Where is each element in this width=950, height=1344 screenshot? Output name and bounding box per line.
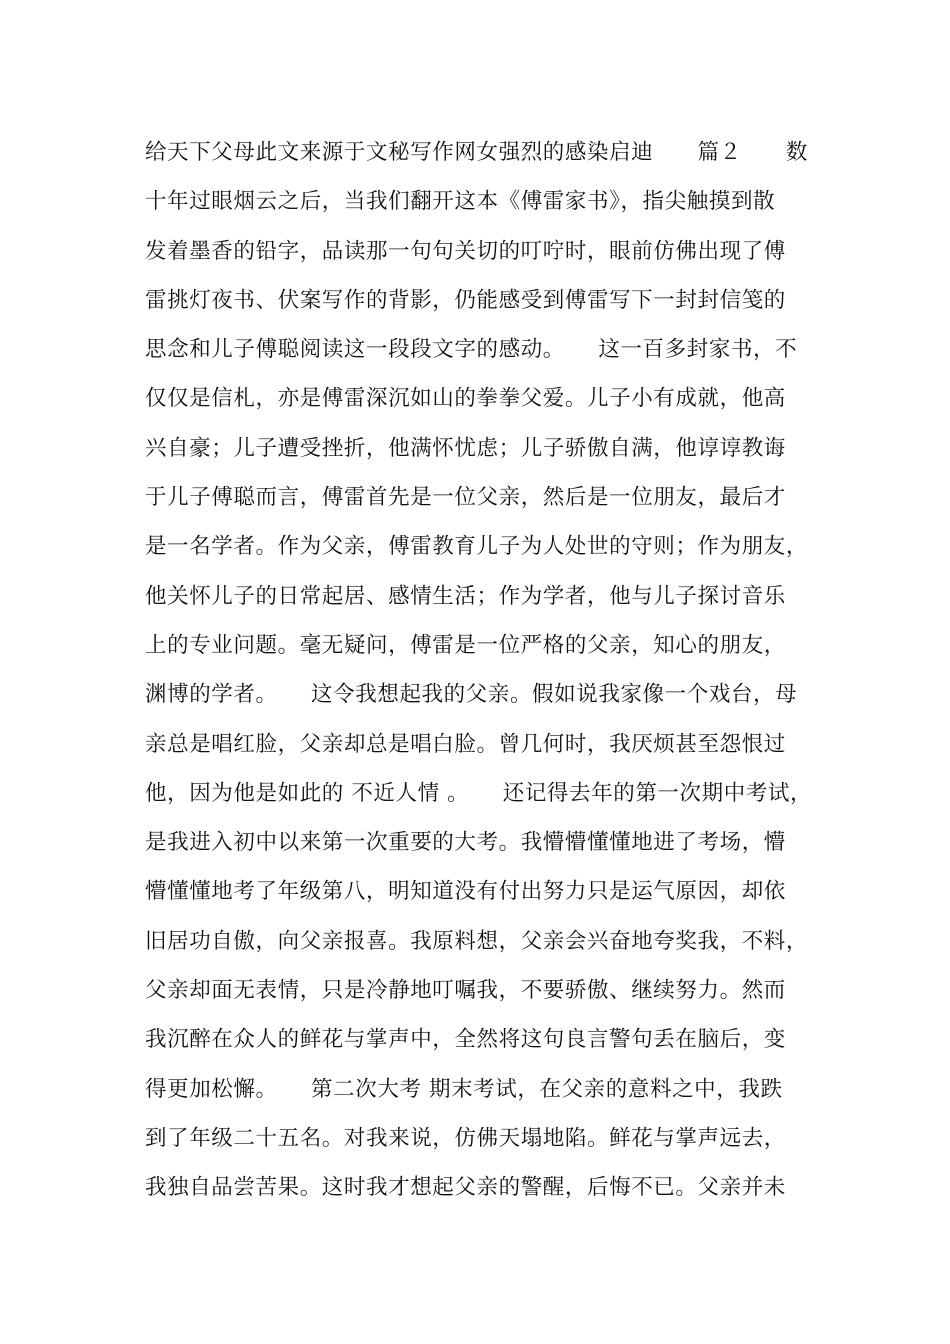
text-line: 思念和儿子傅聪阅读这一段段文字的感动。 这一百多封家书，不 — [145, 337, 798, 363]
text-line: 父亲却面无表情，只是冷静地叮嘱我，不要骄傲、继续努力。然而 — [145, 978, 786, 1004]
body-text — [145, 128, 845, 1213]
text-line: 渊博的学者。 这令我想起我的父亲。假如说我家像一个戏台，母 — [145, 682, 798, 708]
text-line: 是我进入初中以来第一次重要的大考。我懵懵懂懂地进了考场，懵 — [145, 830, 786, 856]
text-line: 我沉醉在众人的鲜花与掌声中，全然将这句良言警句丢在脑后，变 — [145, 1027, 786, 1053]
text-line: 是一名学者。作为父亲，傅雷教育儿子为人处世的守则；作为朋友， — [145, 534, 809, 560]
text-line: 仅仅是信札，亦是傅雷深沉如山的拳拳父爱。儿子小有成就，他高 — [145, 386, 786, 412]
text-line: 上的专业问题。毫无疑问，傅雷是一位严格的父亲，知心的朋友， — [145, 632, 786, 658]
text-line: 十年过眼烟云之后，当我们翻开这本《傅雷家书》，指尖触摸到散 — [145, 189, 776, 215]
text-line: 懵懂懂地考了年级第八，明知道没有付出努力只是运气原因，却依 — [145, 879, 786, 905]
text-line: 发着墨香的铅字，品读那一句句关切的叮咛时，眼前仿佛出现了傅 — [145, 238, 786, 264]
text-line: 兴自豪；儿子遭受挫折，他满怀忧虑；儿子骄傲自满，他谆谆教诲 — [145, 435, 786, 461]
text-line: 他关怀儿子的日常起居、感情生活；作为学者，他与儿子探讨音乐 — [145, 583, 786, 609]
text-line: 到了年级二十五名。对我来说，仿佛天塌地陷。鲜花与掌声远去， — [145, 1125, 786, 1151]
text-line: 得更加松懈。 第二次大考 期末考试，在父亲的意料之中，我跌 — [145, 1076, 783, 1102]
text-line: 亲总是唱红脸，父亲却总是唱白脸。曾几何时，我厌烦甚至怨恨过 — [145, 731, 786, 757]
text-line: 雷挑灯夜书、伏案写作的背影，仍能感受到傅雷写下一封封信笺的 — [145, 287, 786, 313]
text-line: 他，因为他是如此的 不近人情 。 还记得去年的第一次期中考试， — [145, 780, 813, 806]
text-line: 于儿子傅聪而言，傅雷首先是一位父亲，然后是一位朋友，最后才 — [145, 485, 786, 511]
text-line: 旧居功自傲，向父亲报喜。我原料想，父亲会兴奋地夸奖我，不料， — [145, 928, 809, 954]
text-line: 给天下父母此文来源于文秘写作网女强烈的感染启迪 篇２ 数 — [145, 140, 809, 165]
text-line: 我独自品尝苦果。这时我才想起父亲的警醒，后悔不已。父亲并未 — [145, 1175, 786, 1201]
